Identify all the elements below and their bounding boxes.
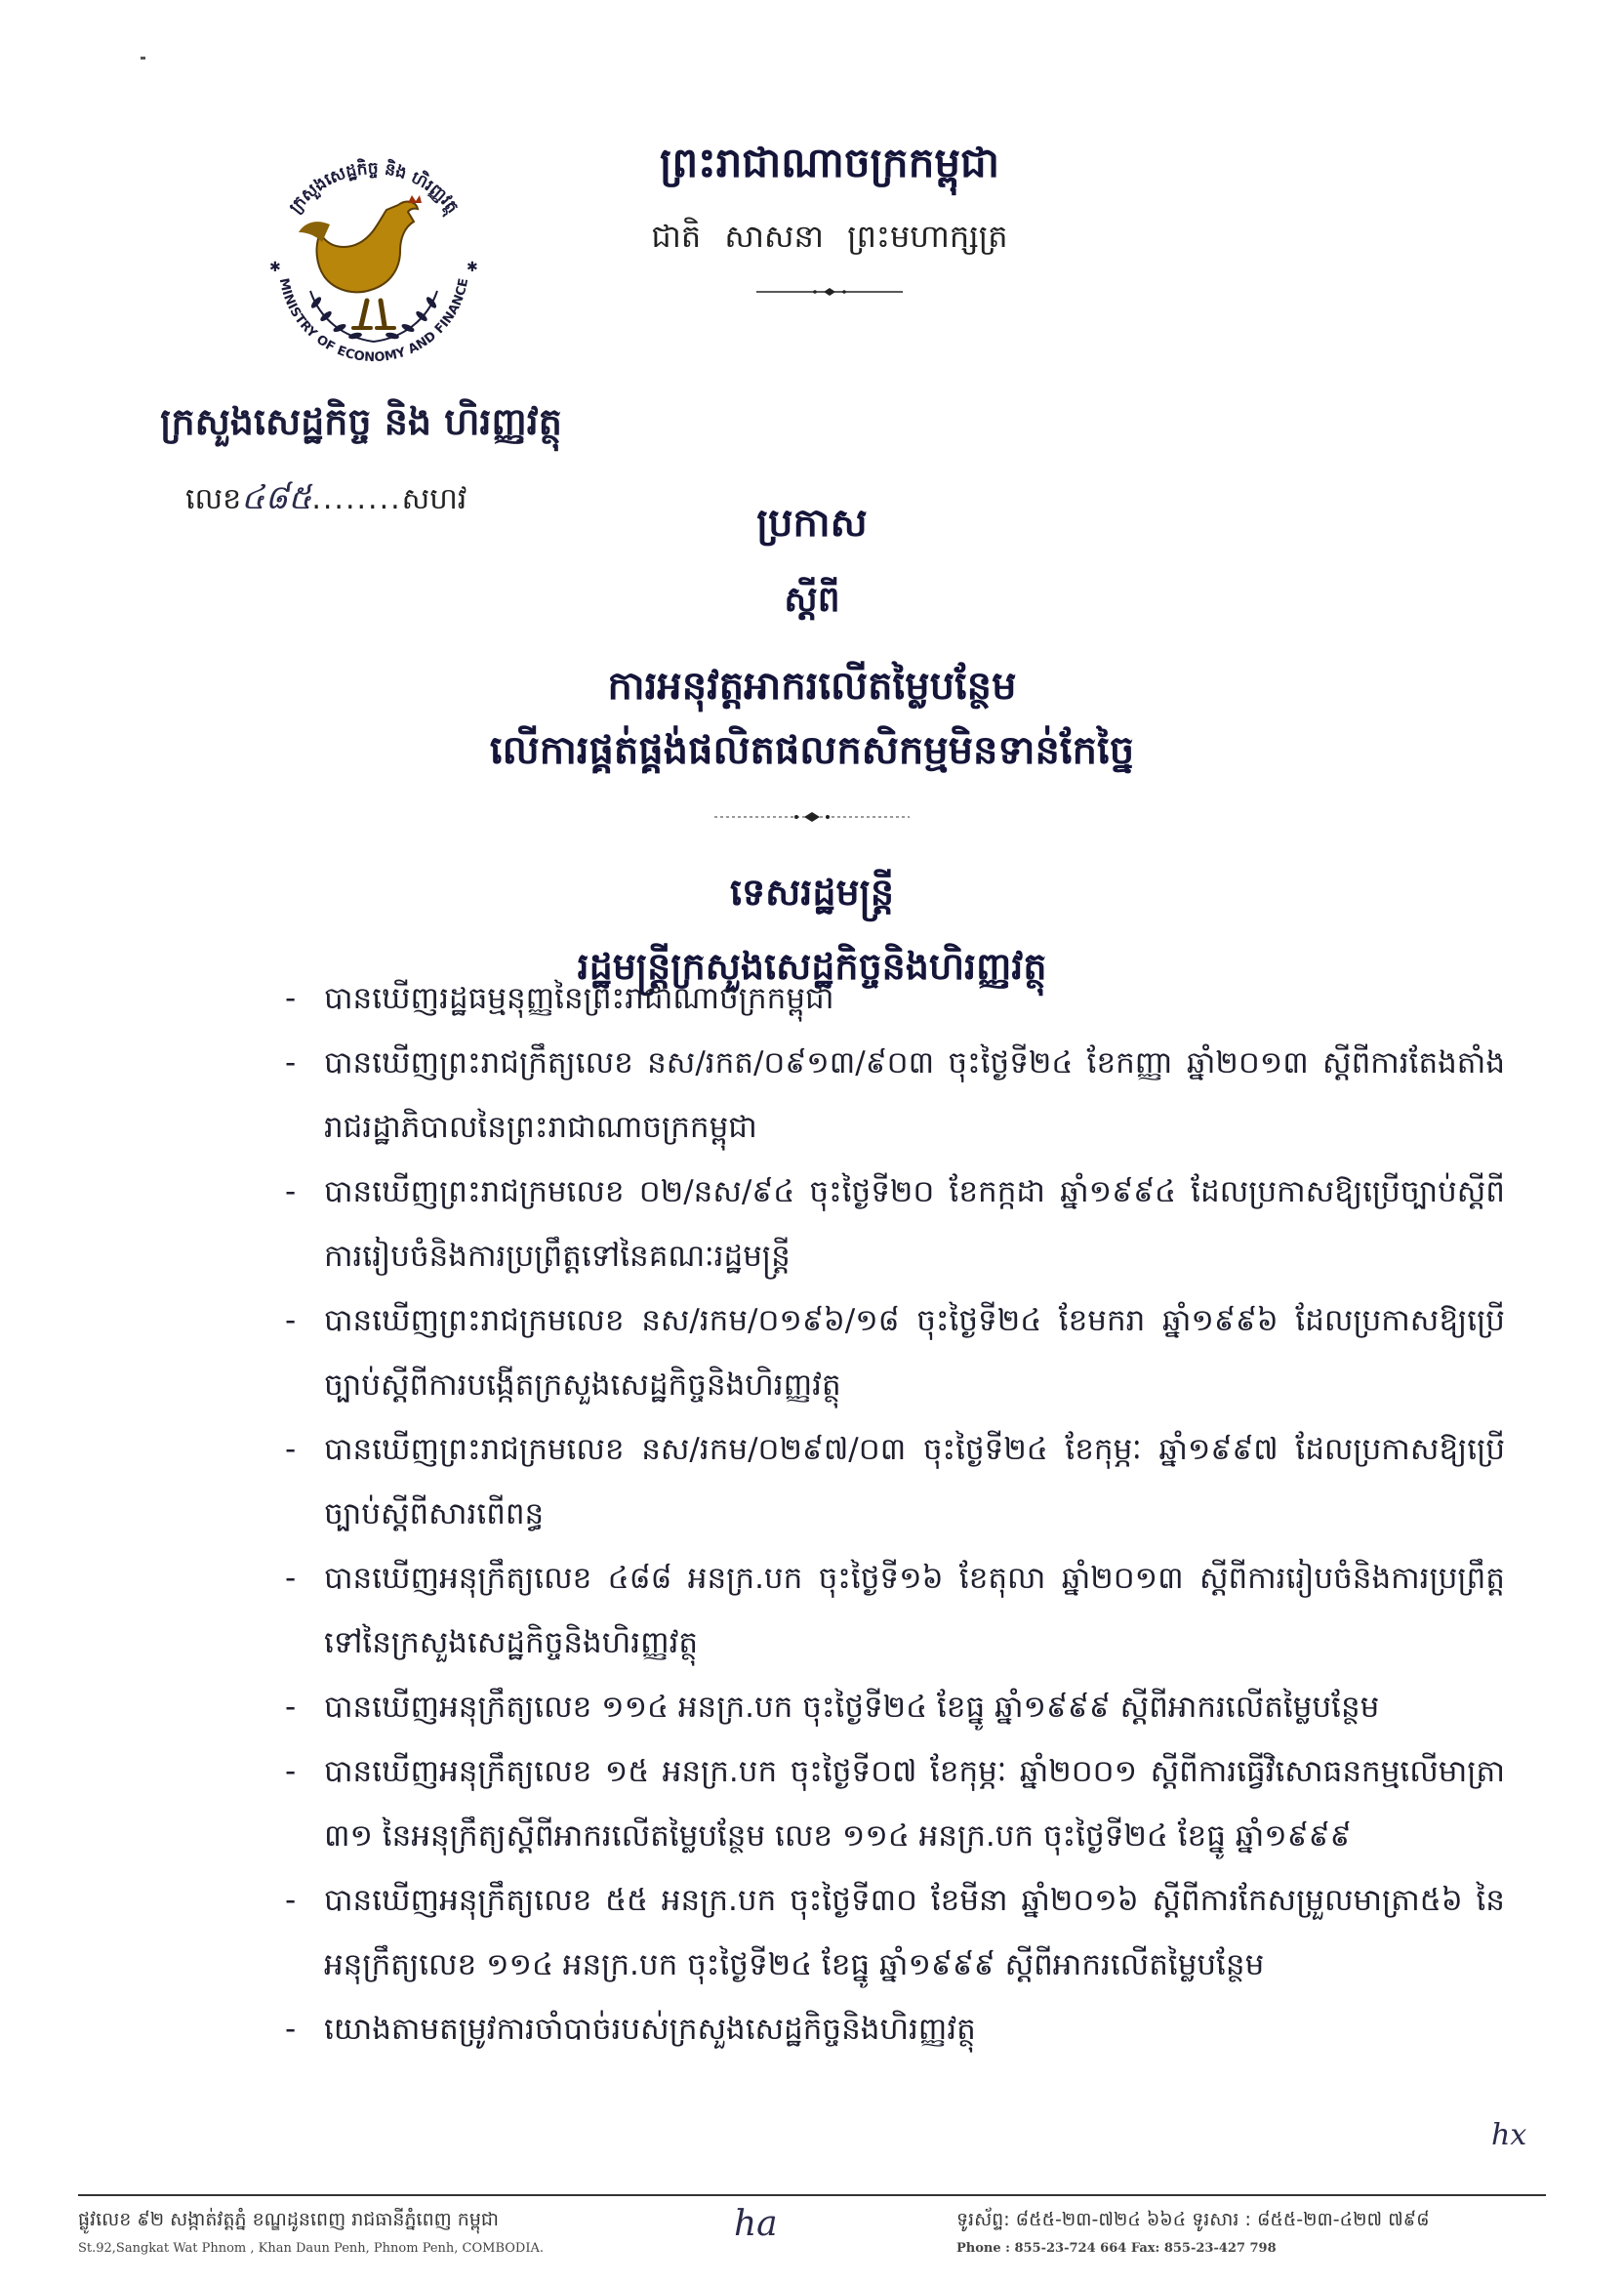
consideration-item: - បានឃើញព្រះរាជក្រមលេខ នស/រកម/០២៩៧/០៣ ចុះថ្ងៃទី២៤ ខែកុម្ភៈ ឆ្នាំ១៩៩៧ ដែលប្រកាសឱ្យប្រើច្បាប់ស្តីពីសារពើពន្ធ bbox=[285, 1417, 1505, 1546]
ministry-name: ក្រសួងសេដ្ឋកិច្ច និង ហិរញ្ញវត្ថុ bbox=[160, 400, 562, 443]
consideration-item: - បានឃើញអនុក្រឹត្យលេខ ៤៨៨ អនក្រ.បក ចុះថ្ងៃទី១៦ ខែតុលា ឆ្នាំ២០១៣ ស្តីពីការរៀបចំនិងការប្រព្រឹត្តទៅនៃក្រសួងសេដ្ឋកិច្ចនិងហិរញ្ញវត្ថុ bbox=[285, 1546, 1505, 1675]
proclamation-title-block bbox=[275, 498, 1349, 998]
ref-suffix: សហវ bbox=[401, 482, 467, 516]
document-type: ប្រកាស bbox=[756, 501, 868, 546]
ministry-seal bbox=[252, 144, 496, 388]
phone-fax-khmer: ទូរស័ព្ទ: ៨៥៥-២៣-៧២៤ ៦៦៤ ទូរសារ : ៨៥៥-២៣-៤២៧ ៧៩៨ bbox=[956, 2209, 1430, 2230]
issuer-title: ទេសរដ្ឋមន្ត្រី bbox=[729, 871, 895, 914]
phone-fax-english: Phone : 855-23-724 664 Fax: 855-23-427 798 bbox=[956, 2241, 1277, 2256]
about-label: ស្តីពី bbox=[784, 580, 840, 620]
svg-text:✱: ✱ bbox=[467, 260, 478, 275]
ref-dots: ........ bbox=[311, 482, 402, 516]
consideration-item: - បានឃើញព្រះរាជក្រឹត្យលេខ នស/រកត/០៩១៣/៩០៣ ចុះថ្ងៃទី២៤ ខែកញ្ញា ឆ្នាំ២០១៣ ស្តីពីការតែងតាំងរាជរដ្ឋាភិបាលនៃព្រះរាជាណាចក្រកម្ពុជា bbox=[285, 1031, 1505, 1160]
ref-prefix: លេខ bbox=[185, 482, 242, 516]
consideration-item: - បានឃើញអនុក្រឹត្យលេខ ១១៤ អនក្រ.បក ចុះថ្ងៃទី២៤ ខែធ្នូ ឆ្នាំ១៩៩៩ ស្តីពីអាករលើតម្លៃបន្ថែម bbox=[285, 1675, 1505, 1739]
rooster-emblem-icon bbox=[299, 195, 422, 328]
issuer-role: រដ្ឋមន្ត្រីក្រសួងសេដ្ឋកិច្ចនិងហិរញ្ញវត្ថុ bbox=[577, 945, 1047, 988]
footer-divider bbox=[78, 2194, 1546, 2196]
ornament-divider-icon bbox=[756, 288, 903, 296]
consideration-item: - យោងតាមតម្រូវការចាំបាច់របស់ក្រសួងសេដ្ឋកិច្ចនិងហិរញ្ញវត្ថុ bbox=[285, 1997, 1505, 2061]
national-motto: ជាតិ សាសនា ព្រះមហាក្សត្រ bbox=[651, 218, 1008, 255]
ref-number-handwritten: ៤៨៥ bbox=[241, 478, 312, 517]
address-khmer: ផ្លូវលេខ ៩២ សង្កាត់វត្តភ្នំ ខណ្ឌដូនពេញ រាជធានីភ្នំពេញ កម្ពុជា bbox=[78, 2209, 499, 2230]
footer-signature-handwritten: ha bbox=[734, 2204, 778, 2244]
kingdom-header bbox=[595, 137, 1064, 300]
subject-line-1: ការអនុវត្តអាករលើតម្លៃបន្ថែម bbox=[607, 664, 1017, 709]
footer-address bbox=[78, 2208, 683, 2256]
ornament-divider-icon bbox=[714, 812, 910, 822]
address-english: St.92,Sangkat Wat Phnom , Khan Daun Penh, Phnom Penh, COMBODIA. bbox=[78, 2241, 545, 2256]
consideration-item: - បានឃើញអនុក្រឹត្យលេខ ៥៥ អនក្រ.បក ចុះថ្ងៃទី៣០ ខែមីនា ឆ្នាំ២០១៦ ស្តីពីការកែសម្រួលមាត្រា៥៦ នៃអនុក្រឹត្យលេខ ១១៤ អនក្រ.បក ចុះថ្ងៃទី២៤ ខែធ្នូ ឆ្នាំ១៩៩៩ ស្តីពីអាករលើតម្លៃបន្ថែម bbox=[285, 1868, 1505, 1997]
considerations-list bbox=[285, 966, 1505, 2061]
scan-speck bbox=[141, 57, 145, 60]
footer-contact bbox=[956, 2208, 1562, 2256]
seal-ring-english-text: MINISTRY OF ECONOMY AND FINANCE bbox=[275, 276, 472, 366]
page-initial-handwritten: hx bbox=[1491, 2118, 1527, 2152]
consideration-item: - បានឃើញអនុក្រឹត្យលេខ ១៥ អនក្រ.បក ចុះថ្ងៃទី០៧ ខែកុម្ភៈ ឆ្នាំ២០០១ ស្តីពីការធ្វើវិសោធនកម្មលើមាត្រា ៣១ នៃអនុក្រឹត្យស្តីពីអាករលើតម្លៃបន្ថែម លេខ ១១៤ អនក្រ.បក ចុះថ្ងៃទី២៤ ខែធ្នូ ឆ្នាំ១៩៩៩ bbox=[285, 1739, 1505, 1868]
consideration-item: - បានឃើញព្រះរាជក្រមលេខ នស/រកម/០១៩៦/១៨ ចុះថ្ងៃទី២៤ ខែមករា ឆ្នាំ១៩៩៦ ដែលប្រកាសឱ្យប្រើច្បាប់ស្តីពីការបង្កើតក្រសួងសេដ្ឋកិច្ចនិងហិរញ្ញវត្ថុ bbox=[285, 1288, 1505, 1417]
consideration-item: - បានឃើញរដ្ឋធម្មនុញ្ញនៃព្រះរាជាណាចក្រកម្ពុជា bbox=[285, 966, 1505, 1031]
kingdom-name: ព្រះរាជាណាចក្រកម្ពុជា bbox=[659, 139, 1000, 186]
consideration-item: - បានឃើញព្រះរាជក្រមលេខ ០២/នស/៩៤ ចុះថ្ងៃទី២០ ខែកក្កដា ឆ្នាំ១៩៩៤ ដែលប្រកាសឱ្យប្រើច្បាប់ស្តីពីការរៀបចំនិងការប្រព្រឹត្តទៅនៃគណៈរដ្ឋមន្ត្រី bbox=[285, 1160, 1505, 1288]
seal-ring-khmer-text: ក្រសួងសេដ្ឋកិច្ច និង ហិរញ្ញវត្ថុ bbox=[285, 158, 463, 218]
svg-text:✱: ✱ bbox=[269, 260, 281, 275]
subject-line-2: លើការផ្គត់ផ្គង់ផលិតផលកសិកម្មមិនទាន់កែច្នៃ bbox=[489, 728, 1135, 773]
